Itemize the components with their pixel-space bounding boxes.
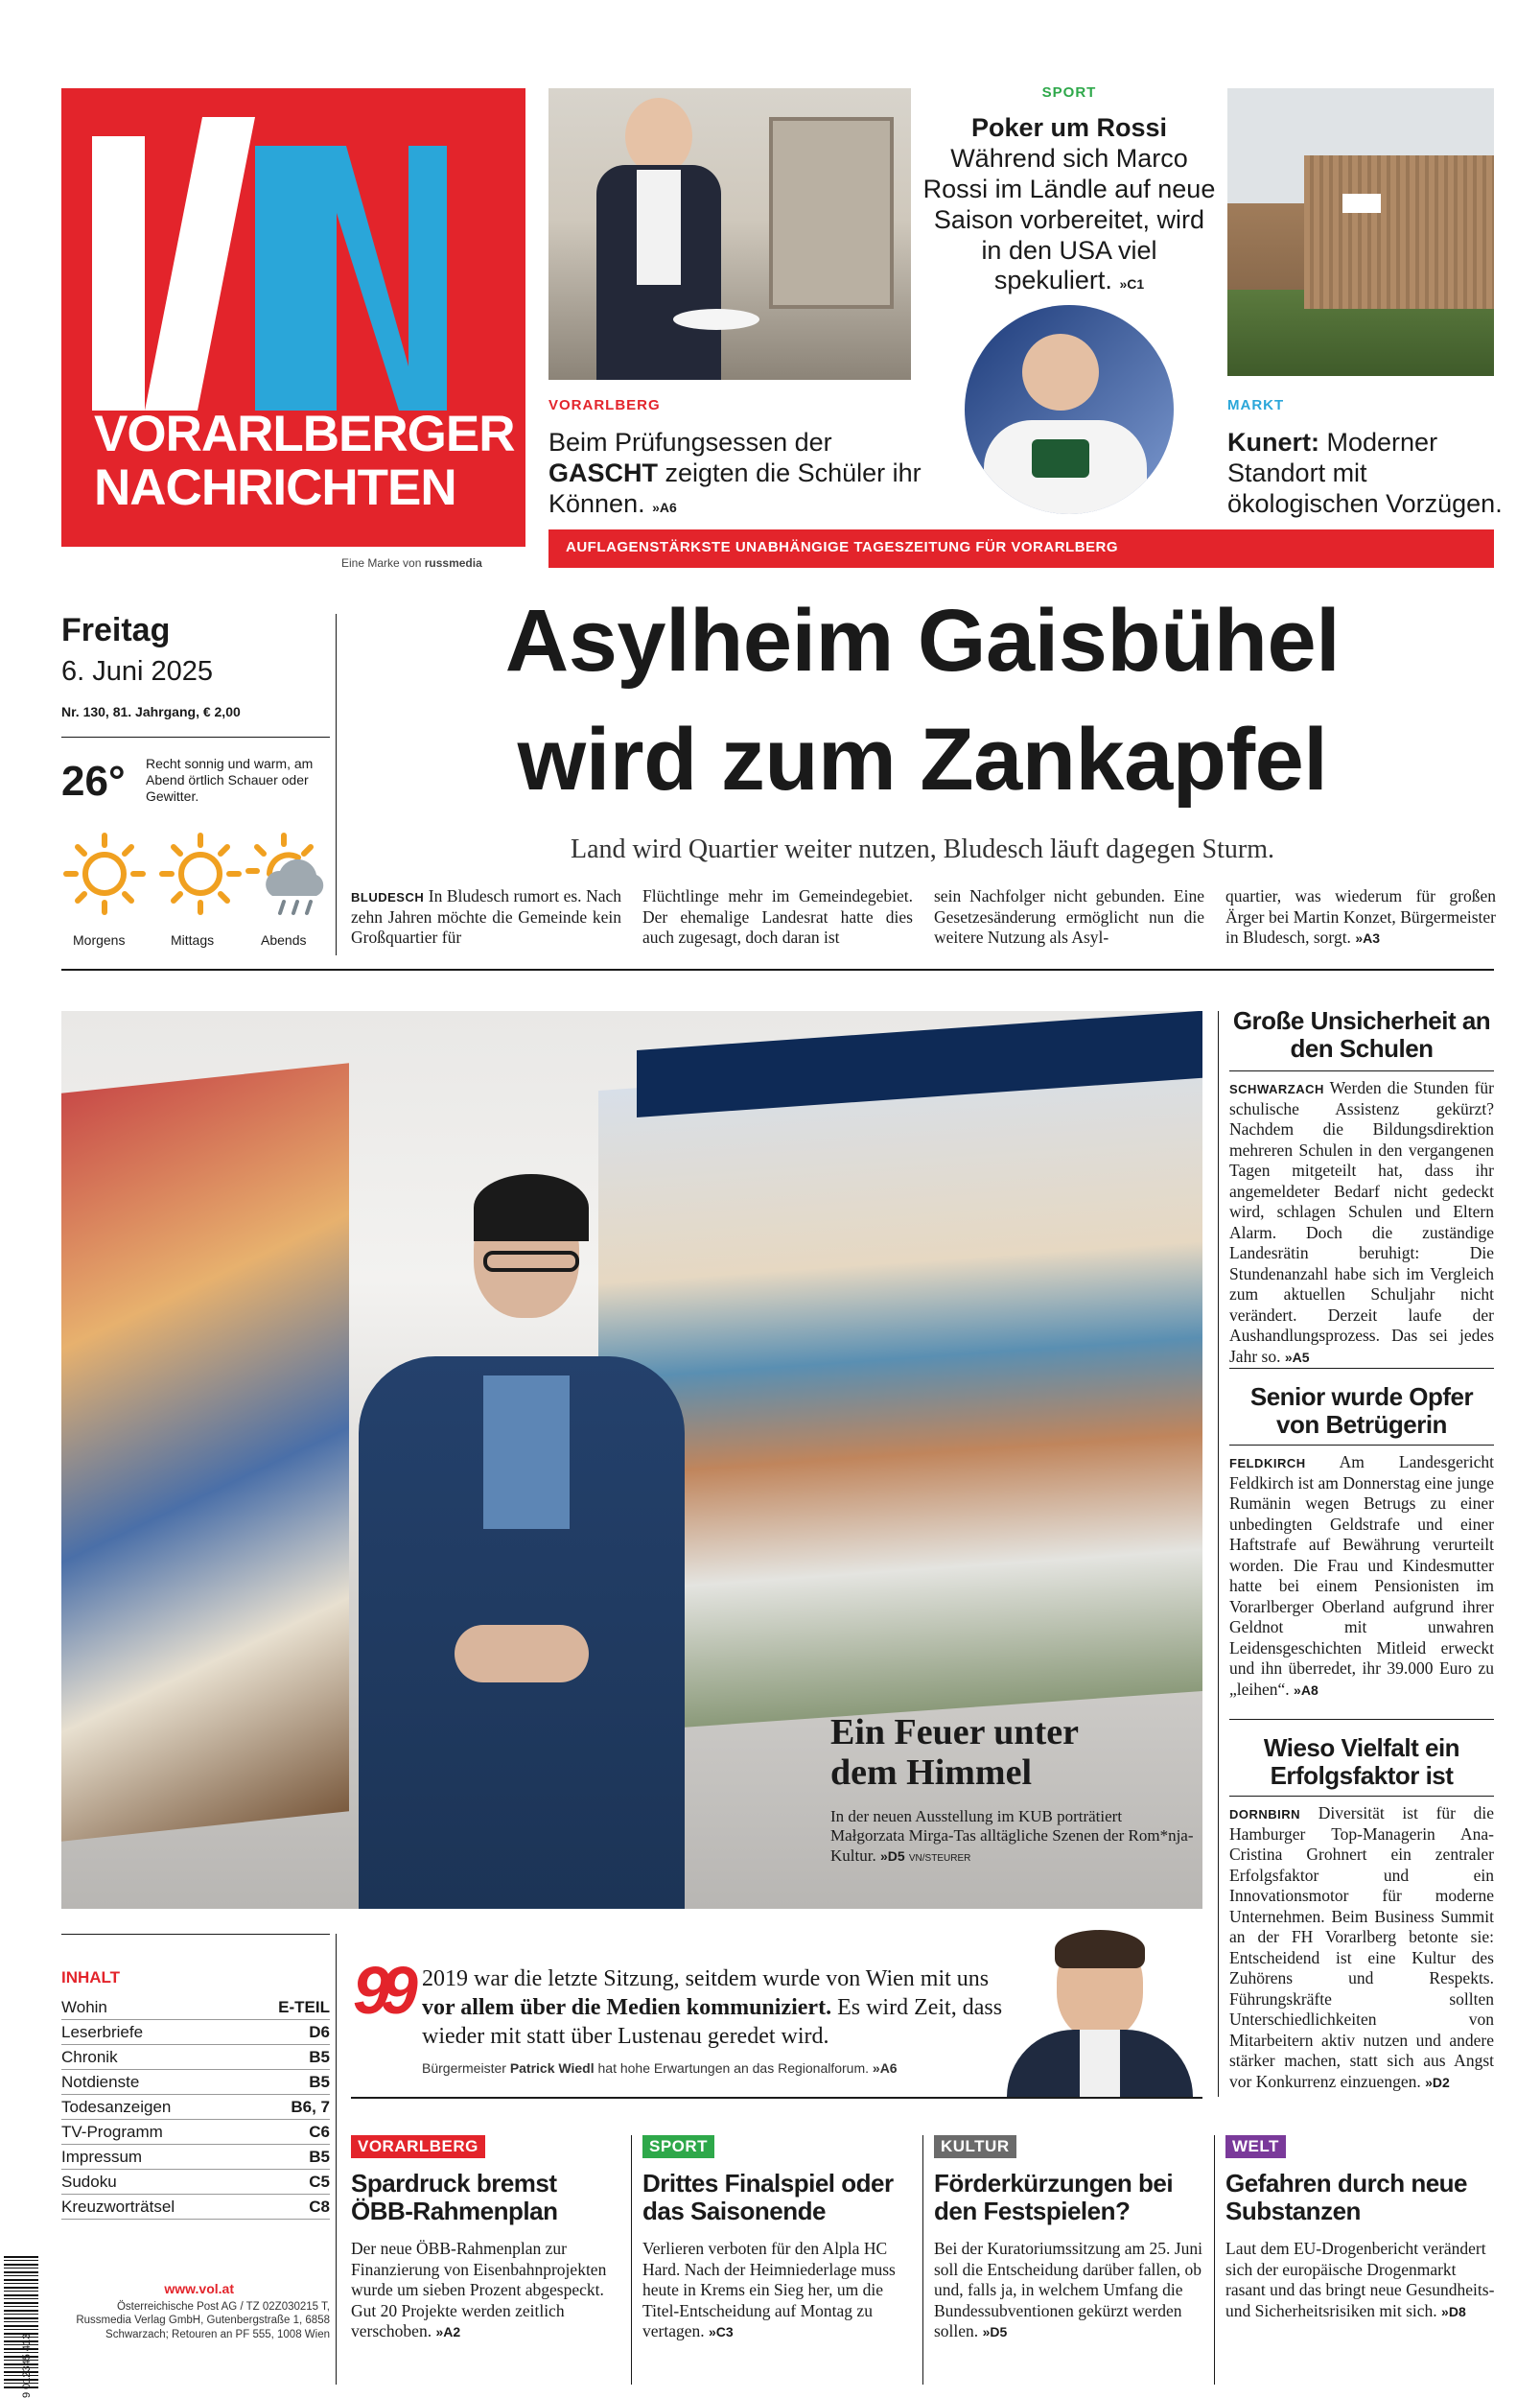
bottom-teaser-ref: »C3 (709, 2324, 734, 2340)
teaser-photo-hockey-player[interactable] (965, 305, 1174, 514)
toc-label: Impressum (61, 2148, 143, 2166)
teaser-photo-building[interactable] (1227, 88, 1494, 376)
section-tag: SPORT (642, 2135, 714, 2158)
toc-label: Chronik (61, 2048, 118, 2066)
toc-title: INHALT (61, 1968, 121, 1987)
divider (922, 2135, 923, 2385)
toc-row[interactable] (61, 2045, 330, 2070)
toc-label: Kreuzworträtsel (61, 2198, 175, 2216)
toc-label: TV-Programm (61, 2123, 163, 2141)
bottom-teaser-ref: »D8 (1441, 2303, 1466, 2319)
sun-cloud-rain-icon (245, 831, 338, 917)
divider (61, 737, 330, 738)
toc-row[interactable] (61, 2195, 330, 2220)
bottom-teaser-text: Der neue ÖBB-Rahmenplan zur Finanzierung von Eisenbahnprojekten wurde um sieben Prozent abgespeckt. Gut 20 Projekte werden zeitlich verschoben. (351, 2239, 607, 2341)
lead-headline-1[interactable]: Asylheim Gaisbühel (504, 592, 1341, 690)
divider (1229, 1368, 1494, 1369)
lead-headline-2[interactable]: wird zum Zankapfel (517, 711, 1328, 809)
weather-label-evening: Abends (261, 932, 307, 948)
divider (336, 614, 337, 955)
side2-dateline: FELDKIRCH (1229, 1456, 1306, 1470)
divider (61, 969, 1494, 971)
teaser2-ref: »C1 (1119, 276, 1145, 293)
teaser-photo-waitress[interactable] (548, 88, 911, 380)
side1-title[interactable]: Große Unsicherheit an den Schulen (1232, 1006, 1491, 1064)
teaser3-title: Kunert: (1227, 428, 1319, 457)
toc-label: Notdienste (61, 2073, 140, 2091)
side2-body (1229, 1452, 1494, 1700)
divider (1218, 1011, 1219, 2097)
photo-story-title[interactable] (830, 1713, 1195, 1794)
masthead-logo[interactable] (61, 88, 525, 547)
bottom-teaser-text: Verlieren verboten für den Alpla HC Hard. Nach der Heimniederlage muss heute in Krems ein Sieg her, um die Titel-Entscheidung auf Montag zu vertagen. (642, 2239, 896, 2341)
teaser2-kicker: SPORT (1041, 84, 1097, 101)
lead-col4-text: quartier, was wiederum für großen Ärger bei Martin Konzet, Bürgermeister in Bludesch, sorgt. (1225, 886, 1496, 948)
divider (1229, 1796, 1494, 1797)
toc-row[interactable] (61, 2170, 330, 2195)
bottom-teaser-body (1225, 2239, 1496, 2321)
bottom-teaser-body (351, 2239, 621, 2342)
weather-sun-noon (157, 831, 244, 921)
lead-col1-text: In Bludesch rumort es. Nach zehn Jahren möchte die Gemeinde kein Großquartier für (351, 886, 621, 948)
lead-ref: »A3 (1355, 930, 1380, 947)
weather-sun-morning (61, 831, 148, 921)
teaser2-title: Poker um Rossi (970, 113, 1168, 142)
toc-row[interactable] (61, 2095, 330, 2120)
side2-ref: »A8 (1294, 1681, 1318, 1698)
toc-page: B5 (309, 2073, 330, 2091)
quote-attr-name: Patrick Wiedl (509, 2060, 595, 2076)
sun-icon (61, 831, 148, 917)
bottom-teaser-text: Bei der Kuratoriumssitzung am 25. Juni soll die Entscheidung darüber fallen, ob und, falls ja, in welchem Umfang die Bundessubventionen gekürzt werden sollen. (934, 2239, 1202, 2341)
side3-dateline: DORNBIRN (1229, 1807, 1301, 1822)
divider (61, 1934, 330, 1935)
lead-subline: Land wird Quartier weiter nutzen, Bludesch läuft dagegen Sturm. (571, 835, 1274, 864)
toc-page: B5 (309, 2148, 330, 2166)
imprint-url[interactable]: www.vol.at (164, 2281, 234, 2296)
date-weekday: Freitag (61, 612, 171, 648)
sun-icon (157, 831, 244, 917)
quote-text (422, 1964, 1026, 2051)
divider (631, 2135, 632, 2385)
quote-attr-a: Bürgermeister (422, 2060, 510, 2076)
photo-story-caption (830, 1807, 1195, 1866)
weather-evening (245, 831, 338, 921)
bottom-teaser-sport[interactable] (642, 2135, 913, 2342)
photo-story-title-1: Ein Feuer unter (830, 1712, 1079, 1752)
teaser1-text-b: zeigten die Schüler ihr Können. (548, 458, 922, 518)
bottom-teaser-title: Gefahren durch neue Substanzen (1225, 2169, 1467, 2226)
masthead-line1: VORARLBERGER (94, 406, 515, 462)
divider (1229, 1070, 1494, 1071)
toc-row[interactable] (61, 2020, 330, 2045)
toc-label: Sudoku (61, 2173, 117, 2191)
quote-portrait (997, 1928, 1202, 2099)
photo-story-title-2: dem Himmel (830, 1751, 1033, 1793)
teaser1-text[interactable] (548, 428, 922, 520)
brand-note (341, 556, 482, 570)
toc-label: Todesanzeigen (61, 2098, 172, 2116)
bottom-teaser-body (642, 2239, 913, 2342)
section-tag: WELT (1225, 2135, 1286, 2158)
teaser2-text[interactable] (921, 144, 1218, 296)
side2-title[interactable]: Senior wurde Opfer von Betrügerin (1249, 1382, 1474, 1440)
toc-row[interactable] (61, 2120, 330, 2145)
bottom-teaser-ref: »A2 (435, 2324, 461, 2340)
toc-page: B6, 7 (291, 2098, 330, 2116)
lead-col-1 (351, 886, 621, 949)
brand-note-prefix: Eine Marke von (341, 556, 422, 570)
toc-row[interactable] (61, 2070, 330, 2095)
bottom-teaser-title: Spardruck bremst ÖBB-Rahmenplan (351, 2169, 558, 2226)
barcode-digits: 9 012345 413 (21, 2333, 33, 2398)
lead-col-3 (934, 886, 1204, 949)
toc-list (61, 1995, 330, 2220)
issue-info: Nr. 130, 81. Jahrgang, € 2,00 (61, 704, 241, 719)
side3-body (1229, 1803, 1494, 2092)
divider (1229, 1719, 1494, 1720)
imprint-text: Österreichische Post AG / TZ 02Z030215 T, Russmedia Verlag GmbH, Gutenbergstraße 1, 6858 Schwarzach; Retouren an PF 555, 1008 Wien (76, 2301, 330, 2340)
bottom-teaser-kultur[interactable] (934, 2135, 1204, 2342)
masthead-line2: NACHRICHTEN (94, 459, 456, 516)
toc-label: Wohin (61, 1998, 107, 2016)
weather-text: Recht sonnig und warm, am Abend örtlich Schauer oder Gewitter. (146, 756, 314, 804)
lead-col3-text: sein Nachfolger nicht gebunden. Eine Gesetzesänderung ermöglicht nun die weitere Nutzung als Asyl- (934, 886, 1204, 948)
lead-col-4 (1225, 886, 1496, 949)
quote-ref: »A6 (872, 2060, 898, 2076)
photo-story-ref: »D5 (879, 1847, 905, 1864)
teaser2-text-body: Während sich Marco Rossi im Ländle auf neue Saison vorbereitet, wird in den USA viel spekuliert. (922, 144, 1216, 295)
bottom-teaser-vorarlberg[interactable] (351, 2135, 621, 2342)
side2-text: Am Landesgericht Feldkirch ist am Donnerstag eine junge Rumänin wegen Betrugs zu einer unbedingten Geldstrafe und einer Haftstrafe auf Bewährung verurteilt worden. Die Frau und Kindesmutter hatte bei einem Pensionisten im Vorarlberger Oberland aufgrund ihrer Geldnot mit unwahren Leidensgeschichten Mitleid erweckt und ihn überredet, ihr 39.000 Euro zu „leihen“. (1229, 1452, 1494, 1699)
date-full: 6. Juni 2025 (61, 656, 214, 687)
side1-ref: »A5 (1284, 1349, 1310, 1365)
teaser1-kicker: VORARLBERG (548, 397, 661, 413)
photo-story-caption-text: In der neuen Ausstellung im KUB porträtiert Małgorzata Mirga-Tas alltägliche Szenen der Rom*nja-Kultur. (830, 1807, 1194, 1865)
brand-note-name: russmedia (424, 556, 482, 570)
divider (1214, 2135, 1215, 2385)
side1-text: Werden die Stunden für schulische Assistenz gekürzt? Nachdem die Bildungsdirektion mehreren Schulen in den vergangenen Tagen mitgeteilt hat, dass ihr angemeldeter Bedarf nicht gedeckt wird, schlagen Schulen und Eltern Alarm. Doch die zuständige Landesrätin beruhigt: Die Stundenanzahl habe sich im Vergleich zum aktuellen Schuljahr nicht verändert. Derzeit laufe der Aushandlungsprozess. Das sei jedes Jahr so. (1229, 1078, 1494, 1366)
teaser1-ref: »A6 (652, 499, 677, 515)
toc-page: C5 (309, 2173, 330, 2191)
toc-page: C6 (309, 2123, 330, 2141)
bottom-teaser-body (934, 2239, 1204, 2342)
photo-credit: VN/STEURER (908, 1852, 971, 1864)
weather-label-noon: Mittags (171, 932, 215, 948)
side1-body (1229, 1078, 1494, 1367)
toc-row[interactable] (61, 2145, 330, 2170)
divider (351, 2097, 1202, 2099)
tagline-text: AUFLAGENSTÄRKSTE UNABHÄNGIGE TAGESZEITUNG FÜR VORARLBERG (566, 539, 1119, 555)
section-tag: KULTUR (934, 2135, 1016, 2158)
toc-page: E-TEIL (278, 1998, 330, 2016)
weather-label-morning: Morgens (73, 932, 126, 948)
teaser3-text-body: Moderner Standort mit ökologischen Vorzügen. (1227, 428, 1503, 518)
toc-page: C8 (309, 2198, 330, 2216)
bottom-teaser-title: Drittes Finalspiel oder das Saisonende (642, 2169, 894, 2226)
divider (1229, 1445, 1494, 1446)
lead-col-2 (642, 886, 913, 949)
side1-dateline: SCHWARZACH (1229, 1082, 1324, 1096)
side3-text: Diversität ist für die Hamburger Top-Managerin Ana-Cristina Grohnert ein zentraler Erfolgsfaktor und ein Innovationsmotor für moderne Unternehmen. Beim Business Summit an der FH Vorarlberg betonte sie: Entscheidend ist eine Kultur des Zuhörens und Respekts. Führungskräfte sollten Unterschiedlichkeiten von Mitarbeitern aktiv nutzen und andere stärker machen, statt sich aus Angst vor Konkurrenz einzuengen. (1229, 1803, 1494, 2091)
section-tag: VORARLBERG (351, 2135, 485, 2158)
divider (336, 1934, 337, 2385)
toc-row[interactable] (61, 1995, 330, 2020)
weather-temp: 26° (61, 758, 126, 805)
side3-ref: »D2 (1425, 2074, 1450, 2090)
teaser1-text-bold: GASCHT (548, 458, 658, 487)
quote-text-a: 2019 war die letzte Sitzung, seitdem wurde von Wien mit uns (422, 1966, 990, 1991)
quote-text-bold: vor allem über die Medien kommuniziert. (422, 1995, 832, 2020)
toc-label: Leserbriefe (61, 2023, 144, 2041)
bottom-teaser-title: Förderkürzungen bei den Festspielen? (934, 2169, 1174, 2226)
toc-page: D6 (309, 2023, 330, 2041)
tagline-bar (548, 529, 1494, 568)
quote-attr-b: hat hohe Erwartungen an das Regionalforum. (594, 2060, 870, 2076)
quote-attribution (422, 2060, 1036, 2076)
teaser3-kicker: MARKT (1227, 397, 1285, 413)
bottom-teaser-ref: »D5 (982, 2324, 1008, 2340)
teaser1-text-a: Beim Prüfungsessen der (548, 428, 832, 457)
bottom-teaser-text: Laut dem EU-Drogenbericht verändert sich der europäische Drogenmarkt rasant und das bringt neue Gesundheits- und Sicherheitsrisiken mit sich. (1225, 2239, 1495, 2320)
quote-mark: 99 (353, 1953, 408, 2028)
lead-col2-text: Flüchtlinge mehr im Gemeindegebiet. Der ehemalige Landesrat hatte dies auch zugesagt, doch daran ist (642, 886, 913, 948)
vn-logo-icon (92, 117, 495, 411)
bottom-teaser-welt[interactable] (1225, 2135, 1496, 2321)
toc-page: B5 (309, 2048, 330, 2066)
quote-text-b: Es wird Zeit, dass wieder mit statt über Lustenau geredet wird. (422, 1995, 1003, 2049)
side3-title[interactable]: Wieso Vielfalt ein Erfolgsfaktor ist (1263, 1733, 1460, 1791)
lead-dateline: BLUDESCH (351, 890, 425, 905)
